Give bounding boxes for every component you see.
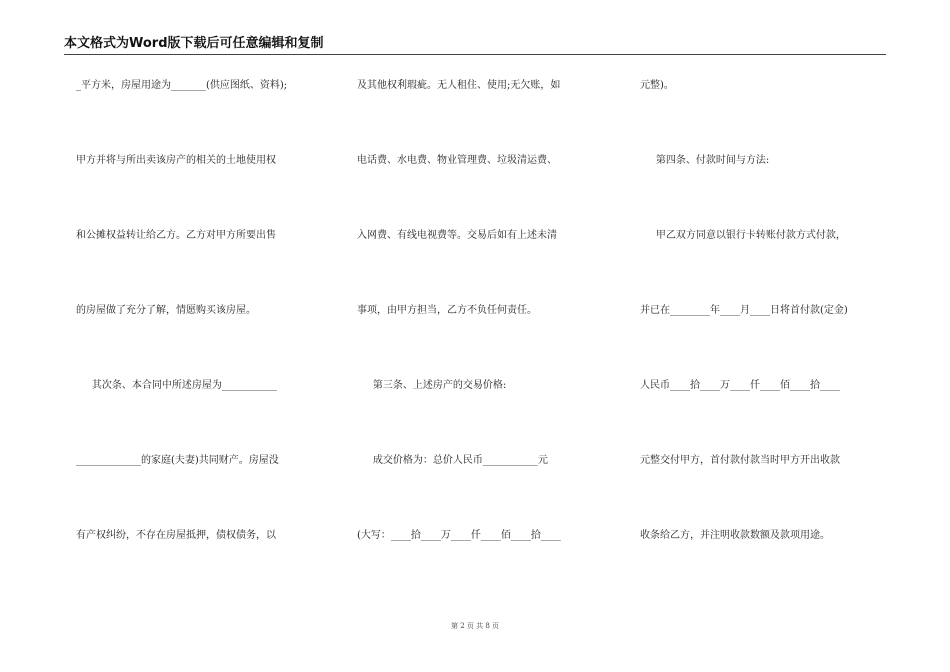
text-line: 的房屋做了充分了解，情愿购买该房屋。: [76, 305, 256, 316]
text-column-2: [357, 0, 609, 600]
text-line: 和公摊权益转让给乙方。乙方对甲方所要出售: [76, 230, 276, 241]
text-line: 入网费、有线电视费等。交易后如有上述未清: [357, 230, 557, 241]
text-line: 电话费、水电费、物业管理费、垃圾清运费、: [357, 155, 557, 166]
text-line: 及其他权利瑕疵。无人租住、使用;无欠账，如: [357, 80, 561, 91]
text-line: _____________的家庭(夫妻)共同财产。房屋没: [76, 455, 279, 466]
text-line: 第三条、上述房产的交易价格:: [357, 380, 507, 391]
text-line: 其次条、本合同中所述房屋为___________: [76, 380, 277, 391]
document-header-title: 本文格式为Word版下载后可任意编辑和复制: [64, 36, 324, 51]
text-line: 元整交付甲方，首付款付款当时甲方开出收款: [640, 455, 840, 466]
text-line: 人民币____拾____万____仟____佰____拾____: [640, 380, 840, 391]
text-column-1: [76, 0, 326, 600]
text-line: 并已在________年____月____日将首付款(定金): [640, 305, 848, 316]
text-line: 甲乙双方同意以银行卡转账付款方式付款，: [640, 230, 846, 241]
text-line: _平方米，房屋用途为_______(供应图纸、资料);: [76, 80, 288, 91]
text-line: 有产权纠纷，不存在房屋抵押，债权债务，以: [76, 530, 276, 541]
text-line: 收条给乙方，并注明收款数额及款项用途。: [640, 530, 830, 541]
text-line: 元整)。: [640, 80, 674, 91]
text-column-3: [640, 0, 890, 600]
page-number-footer: 第 2 页 共 8 页: [450, 622, 500, 630]
text-line: 第四条、付款时间与方法:: [640, 155, 770, 166]
text-line: (大写：____拾____万____仟____佰____拾____: [357, 530, 561, 541]
text-line: 甲方并将与所出卖该房产的相关的土地使用权: [76, 155, 276, 166]
text-line: 事项，由甲方担当，乙方不负任何责任。: [357, 305, 537, 316]
text-line: 成交价格为：总价人民币___________元: [357, 455, 548, 466]
